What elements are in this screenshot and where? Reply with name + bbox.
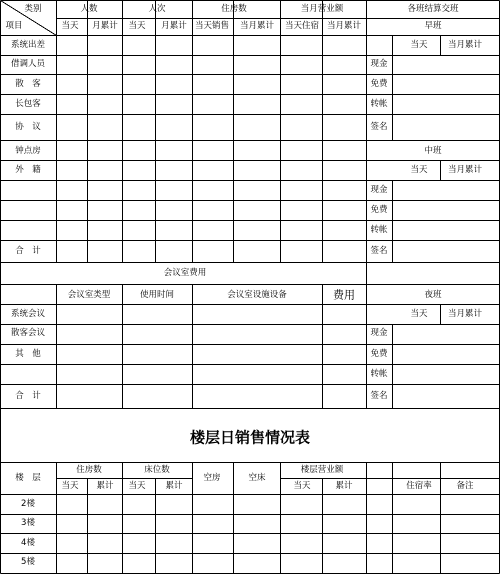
meeting-time-used: 使用时间 [139, 289, 175, 300]
sub-today-sales: 当天销售 [194, 20, 230, 31]
early-cash: 现金 [370, 58, 388, 69]
header-month-revenue: 当月营业额 [300, 3, 344, 14]
early-shift-label: 早班 [424, 20, 442, 31]
header-category: 类别 [24, 3, 42, 14]
floor-row-2: 2楼 [21, 498, 35, 509]
meeting-fee: 费用 [333, 288, 355, 302]
night-free: 免费 [370, 348, 388, 359]
meeting-facilities: 会议室设施设备 [227, 289, 287, 300]
floor-sub-cumulative-3: 累计 [335, 480, 353, 491]
row-system-trip: 系统出差 [10, 39, 46, 50]
floor-report-title: 楼层日销售情况表 [189, 428, 311, 447]
early-month-cumulative: 当月累计 [447, 39, 483, 50]
mid-shift-label: 中班 [424, 145, 442, 156]
early-today: 当天 [410, 39, 428, 50]
sub-month-cumulative-2: 当月累计 [326, 20, 362, 31]
header-rooms: 住房数 [221, 3, 247, 14]
sub-month-cumulative-1: 当月累计 [239, 20, 275, 31]
early-transfer: 转帐 [370, 98, 388, 109]
floor-row-3: 3楼 [21, 517, 35, 528]
floor-revenue: 楼层营业额 [300, 464, 344, 475]
meeting-section-title: 会议室费用 [163, 267, 207, 278]
floor-beds: 床位数 [144, 464, 170, 475]
night-month-cumulative: 当月累计 [447, 308, 483, 319]
row-secondee: 借调人员 [10, 58, 46, 69]
mid-month-cumulative: 当月累计 [447, 164, 483, 175]
header-person-times: 人次 [148, 3, 166, 14]
row-walkin-meeting: 散客会议 [10, 327, 46, 338]
row-total: 合 计 [15, 245, 41, 256]
row-long-stay: 长包客 [15, 98, 41, 109]
floor-occupancy: 住宿率 [406, 480, 432, 491]
night-sign: 签名 [370, 390, 388, 401]
row-meeting-total: 合 计 [15, 390, 41, 401]
row-other: 其 他 [15, 348, 41, 359]
mid-cash: 现金 [370, 184, 388, 195]
row-system-meeting: 系统会议 [10, 308, 46, 319]
night-today: 当天 [410, 308, 428, 319]
floor-row-4: 4楼 [21, 537, 35, 548]
floor-remarks: 备注 [456, 480, 474, 491]
floor-sub-cumulative-1: 累计 [96, 480, 114, 491]
floor-row-5: 5楼 [21, 556, 35, 567]
night-transfer: 转帐 [370, 368, 388, 379]
sub-today-2: 当天 [128, 20, 146, 31]
sub-today-1: 当天 [61, 20, 79, 31]
sub-today-stay: 当天住宿 [284, 20, 320, 31]
floor-vacant-beds: 空床 [248, 472, 266, 483]
mid-today: 当天 [410, 164, 428, 175]
header-item: 项目 [5, 20, 23, 31]
night-cash: 现金 [370, 327, 388, 338]
row-agreement: 协 议 [15, 121, 41, 132]
floor-label: 楼 层 [15, 472, 41, 483]
floor-rooms: 住房数 [76, 464, 102, 475]
header-shift-settlement: 各班结算交班 [407, 3, 459, 14]
floor-sub-today-3: 当天 [293, 480, 311, 491]
early-free: 免费 [370, 78, 388, 89]
sub-month-total-1: 月累计 [92, 20, 118, 31]
row-hourly-room: 钟点房 [15, 145, 41, 156]
row-walk-in: 散 客 [15, 78, 41, 89]
floor-vacant-rooms: 空房 [203, 472, 221, 483]
mid-transfer: 转帐 [370, 224, 388, 235]
sub-month-total-2: 月累计 [161, 20, 187, 31]
header-people: 人数 [80, 3, 98, 14]
mid-sign: 签名 [370, 245, 388, 256]
night-shift-label: 夜班 [424, 289, 442, 300]
floor-sub-today-1: 当天 [61, 480, 79, 491]
mid-free: 免费 [370, 204, 388, 215]
row-foreign: 外 籍 [15, 164, 41, 175]
meeting-room-type: 会议室类型 [67, 289, 111, 300]
floor-sub-cumulative-2: 累计 [165, 480, 183, 491]
early-sign: 签名 [370, 121, 388, 132]
floor-sub-today-2: 当天 [128, 480, 146, 491]
